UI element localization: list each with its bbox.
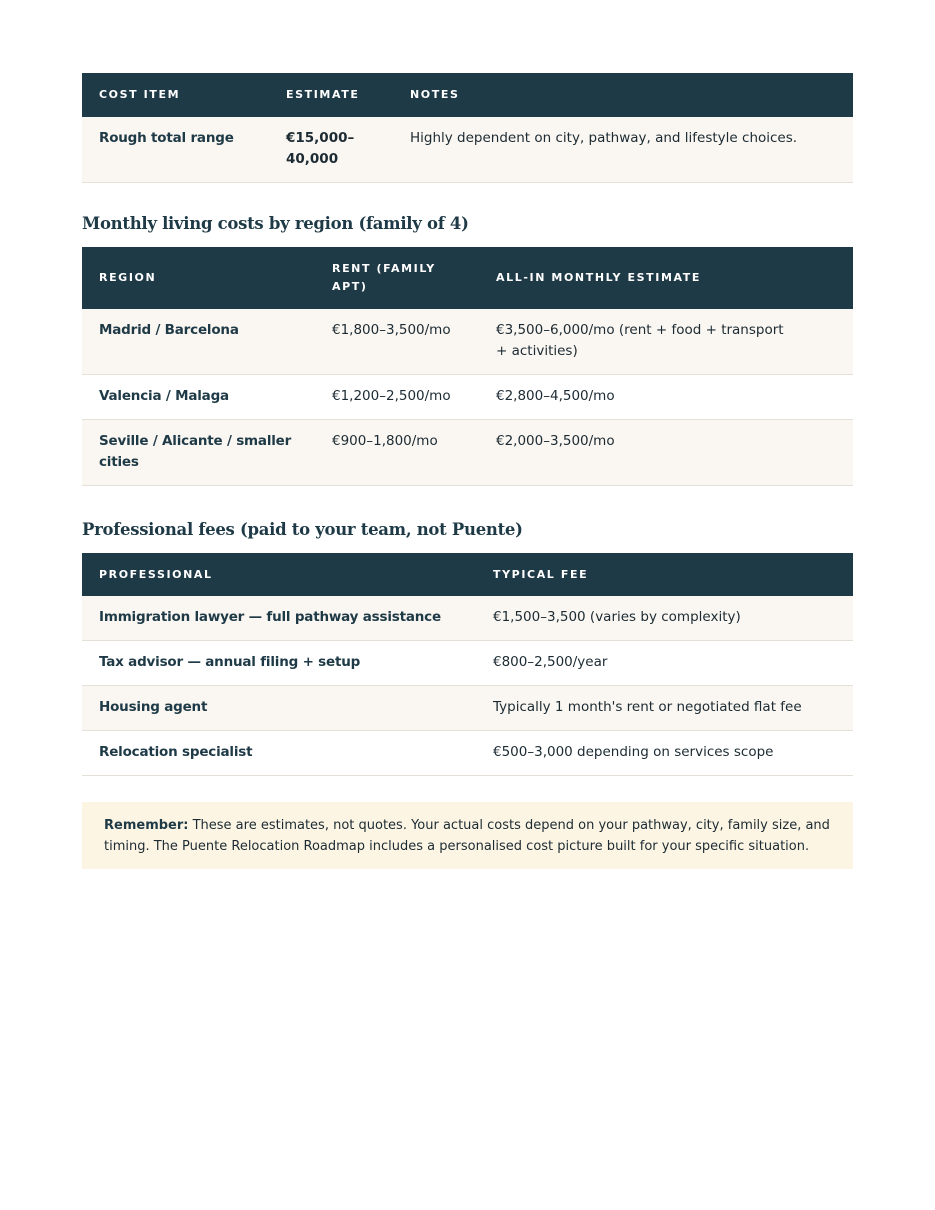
rent-cell: €1,800–3,500/mo <box>315 309 479 375</box>
callout-text: These are estimates, not quotes. Your actual costs depend on your pathway, city, family size, and timing. The Puente Relocation Roadmap includes a personalised cost picture built for your specific situation. <box>104 818 830 854</box>
region-cell: Madrid / Barcelona <box>82 309 315 375</box>
column-header-rent: RENT (FAMILY APT) <box>315 247 479 309</box>
total-cost-table <box>82 73 853 183</box>
column-header-notes: NOTES <box>393 73 853 117</box>
all-in-cell: €2,800–4,500/mo <box>479 375 853 420</box>
table-row <box>82 117 853 183</box>
all-in-cell: €3,500–6,000/mo (rent + food + transport + activities) <box>479 309 853 375</box>
table-row <box>82 420 853 486</box>
table-header-row <box>82 73 853 117</box>
rent-cell: €1,200–2,500/mo <box>315 375 479 420</box>
cost-item-cell: Rough total range <box>82 117 269 183</box>
rent-cell: €900–1,800/mo <box>315 420 479 486</box>
table-header-row <box>82 553 853 596</box>
professional-cell: Housing agent <box>82 686 476 731</box>
callout-lead: Remember: <box>104 818 189 833</box>
fee-cell: Typically 1 month's rent or negotiated flat fee <box>476 686 853 731</box>
remember-callout <box>82 802 853 869</box>
column-header-all-in-estimate: ALL-IN MONTHLY ESTIMATE <box>479 247 853 309</box>
column-header-estimate: ESTIMATE <box>269 73 393 117</box>
section-title-living-costs: Monthly living costs by region (family of 4) <box>82 214 469 233</box>
professional-fees-table <box>82 553 853 776</box>
estimate-cell: €15,000–40,000 <box>269 117 393 183</box>
fee-cell: €500–3,000 depending on services scope <box>476 731 853 776</box>
region-cell: Seville / Alicante / smaller cities <box>82 420 315 486</box>
table-row <box>82 731 853 776</box>
table-row <box>82 596 853 641</box>
living-costs-table <box>82 247 853 486</box>
all-in-cell: €2,000–3,500/mo <box>479 420 853 486</box>
fee-cell: €1,500–3,500 (varies by complexity) <box>476 596 853 641</box>
professional-cell: Relocation specialist <box>82 731 476 776</box>
column-header-region: REGION <box>82 247 315 309</box>
table-header-row <box>82 247 853 309</box>
document-page <box>82 73 853 869</box>
professional-cell: Tax advisor — annual filing + setup <box>82 641 476 686</box>
table-row <box>82 375 853 420</box>
table-row <box>82 641 853 686</box>
table-row <box>82 686 853 731</box>
column-header-professional: PROFESSIONAL <box>82 553 476 596</box>
fee-cell: €800–2,500/year <box>476 641 853 686</box>
professional-cell: Immigration lawyer — full pathway assistance <box>82 596 476 641</box>
section-title-professional-fees: Professional fees (paid to your team, not Puente) <box>82 520 523 539</box>
table-row <box>82 309 853 375</box>
column-header-cost-item: COST ITEM <box>82 73 269 117</box>
region-cell: Valencia / Malaga <box>82 375 315 420</box>
column-header-typical-fee: TYPICAL FEE <box>476 553 853 596</box>
notes-cell: Highly dependent on city, pathway, and lifestyle choices. <box>393 117 853 183</box>
